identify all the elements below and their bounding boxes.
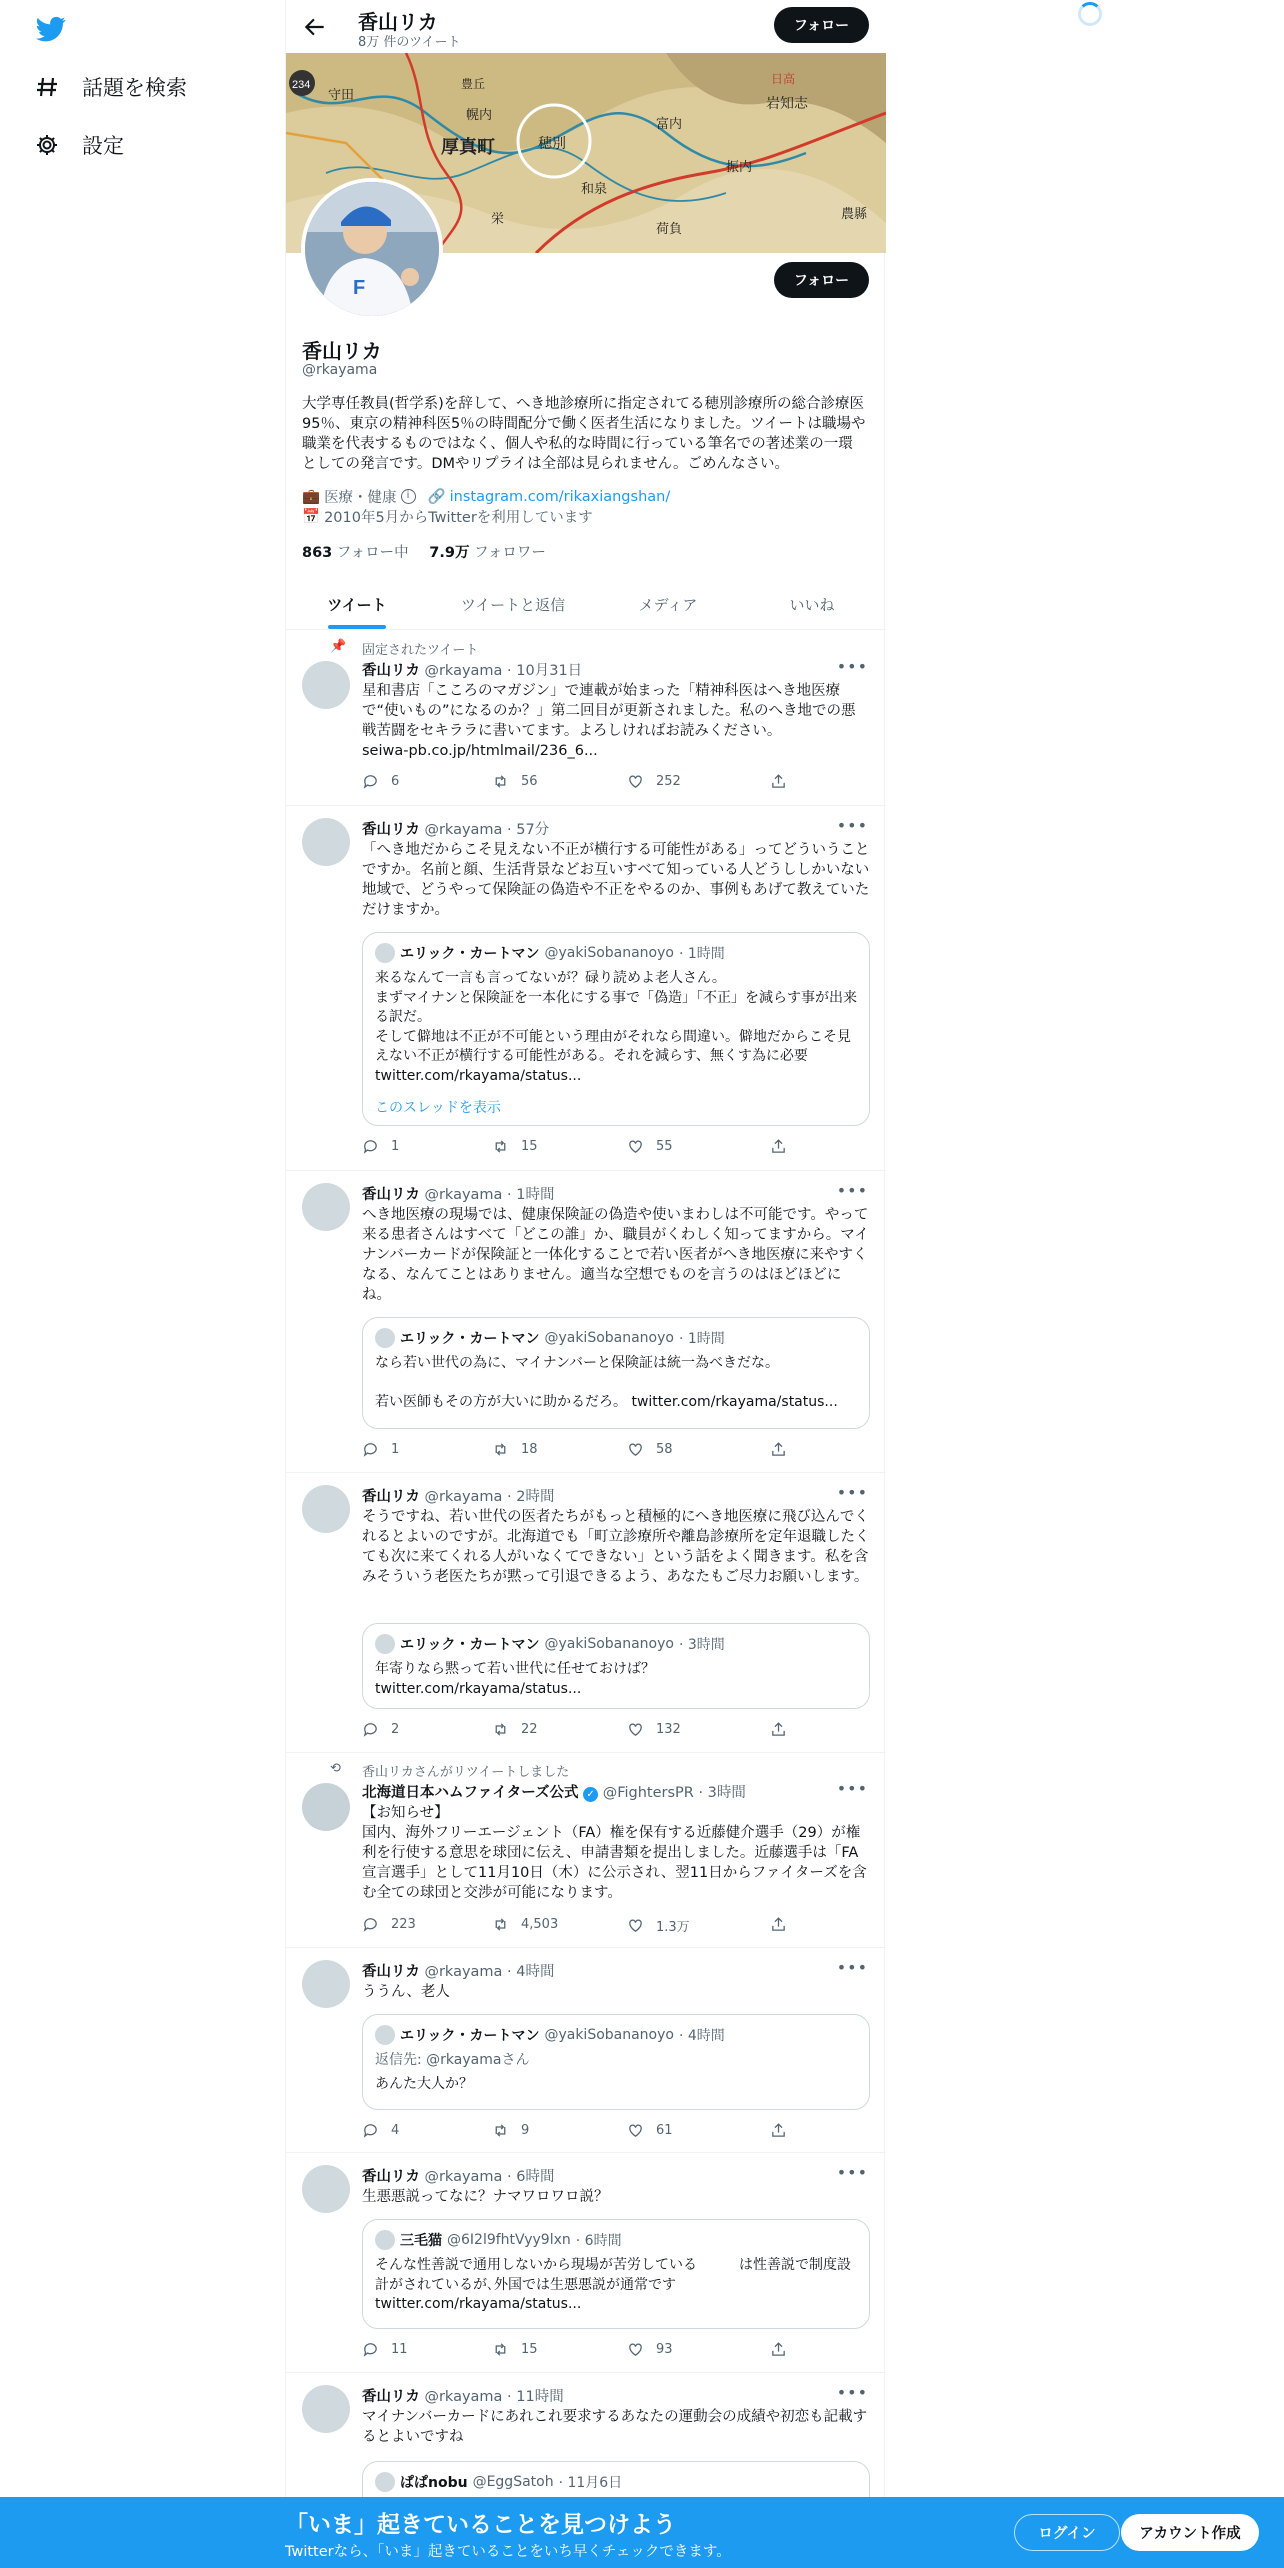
retweet-icon [492,773,509,790]
retweet-button[interactable]: 18 [492,1441,538,1458]
retweet-button[interactable]: 56 [492,773,538,790]
pin-icon: 📌 [330,639,347,654]
share-icon [770,1441,787,1458]
more-icon[interactable]: ••• [836,1779,868,1798]
author-name[interactable]: 香山リカ [362,2169,420,2185]
like-button[interactable]: 252 [627,773,681,790]
nav-settings[interactable] [34,130,124,160]
tweet-text: 生悪悪説ってなに？ナマワロワロ説？ [362,2189,609,2205]
author-name[interactable]: 北海道日本ハムファイターズ公式 [362,1785,579,1801]
share-button[interactable] [770,1138,787,1155]
reply-button[interactable]: 6 [362,773,399,790]
author-handle[interactable]: @rkayama [424,1187,503,1203]
author-handle[interactable]: @rkayama [424,1489,503,1505]
avatar[interactable] [302,818,350,866]
reply-icon [362,1721,379,1738]
heart-icon [627,2341,644,2358]
profile-follow-counts [302,541,546,562]
share-icon [770,1721,787,1738]
nav-explore[interactable] [34,72,187,102]
hashtag-icon [34,74,60,100]
tab-likes[interactable]: いいね [789,595,835,614]
like-button[interactable]: 55 [627,1138,673,1155]
more-icon[interactable]: ••• [836,1958,868,1977]
twitter-logo-icon[interactable] [34,14,68,44]
tab-media[interactable]: メディア [638,595,698,614]
tweet-time[interactable]: · 4時間 [507,1964,555,1980]
tweet-header [362,1183,555,1204]
avatar[interactable] [302,661,350,709]
retweet-icon [492,2122,509,2139]
login-prompt-title: 「いま」起きていることを見つけよう [285,2512,676,2538]
quote-reply-to: 返信先: @rkayamaさん [375,2052,530,2068]
avatar[interactable] [302,1485,350,1533]
more-icon[interactable]: ••• [836,2383,868,2402]
tab-active-indicator [328,625,386,629]
pinned-label: 固定されたツイート [362,643,479,658]
reply-icon [362,1916,379,1933]
reply-button[interactable]: 11 [362,2341,408,2358]
tweet-actions [362,1138,792,1158]
author-name[interactable]: 香山リカ [362,1489,420,1505]
share-button[interactable] [770,2341,787,2358]
profile-header [286,0,886,53]
info-icon[interactable]: i [401,489,416,504]
avatar[interactable] [302,1960,350,2008]
svg-text:和泉: 和泉 [581,181,608,196]
share-button[interactable] [770,1441,787,1458]
quote-header: エリック・カートマン @yakiSobananoyo · 1時間 [375,943,725,963]
tweet-actions [362,773,792,793]
tweet-header [362,1781,746,1802]
heart-icon [627,2122,644,2139]
tweet-time[interactable]: · 57分 [507,822,550,838]
heart-icon [627,1138,644,1155]
profile-joined: 2010年5月からTwitterを利用しています [324,510,593,526]
share-icon [770,773,787,790]
tab-tweets[interactable]: ツイート [327,595,387,614]
svg-text:234: 234 [292,79,311,91]
tweet[interactable] [286,1948,886,2153]
svg-text:厚真町: 厚真町 [441,137,495,157]
author-handle[interactable]: @rkayama [424,663,503,679]
retweet-icon [492,1916,509,1933]
quote-header: 三毛猫 @6I2l9fhtVyy9lxn · 6時間 [375,2230,622,2250]
author-name[interactable]: 香山リカ [362,822,420,838]
retweet-button[interactable]: 4,503 [492,1916,558,1933]
retweet-icon [492,1441,509,1458]
svg-text:荷負: 荷負 [656,221,683,236]
tweet[interactable] [286,1473,886,1753]
profile-bio: 大学専任教員(哲学系)を辞して、へき地診療所に指定されてる穂別診療所の総合診療医95％、東京の精神科医5％の時間配分で働く医者生活になりました。ツイートは職場や職業を代表するものではなく、個人や私的な時間に行っている筆名での著述業の一環としての発言です。DMやリプライは全部は見られません。ごめんなさい。 [302,396,866,472]
link-icon: 🔗 [427,489,446,505]
author-handle[interactable]: @rkayama [424,2169,503,2185]
like-button[interactable]: 93 [627,2341,673,2358]
tweet-header [362,1960,555,1981]
quote-header: エリック・カートマン @yakiSobananoyo · 4時間 [375,2025,725,2045]
tweet[interactable] [286,631,886,806]
avatar [375,2472,395,2492]
login-prompt-subtitle: Twitterなら、「いま」起きていることをいち早くチェックできます。 [285,2544,731,2560]
tweet-text: そうですね、若い世代の医者たちがもっと積極的にへき地医療に飛び込んでくれるとよいのですが。北海道でも「町立診療所や離島診療所を定年退職したくても次に来てくれる人がいなくてできない」という話をよく聞きます。私を含みそういう老医たちが黙って引退できるよう、あなたもご尽力お願いします。 [362,1509,870,1585]
quote-text: 来るなんて一言も言ってないが？碌り読めよ老人さん。 まずマイナンと保険証を一本化にする事で「偽造」「不正」を減らす事が出来る訳だ。 そして僻地は不正が不可能という理由がそれなら間違い。僻地だからこそ見えない不正が横行する可能性がある。それを減らす、無くす為に必要 twitter.com/rkayama/status... [375,970,858,1084]
briefcase-icon: 💼 [302,489,321,505]
heart-icon [627,1441,644,1458]
retweet-button[interactable]: 15 [492,2341,538,2358]
signup-button[interactable]: アカウント作成 [1121,2514,1259,2551]
login-button[interactable]: ログイン [1014,2514,1120,2551]
more-icon[interactable]: ••• [836,657,868,676]
loading-spinner [1078,2,1102,26]
share-icon [770,1138,787,1155]
quoted-tweet[interactable] [362,932,870,1126]
retweeted-label: 香山リカさんがリツイートしました [362,1765,570,1780]
share-icon [770,1916,787,1933]
quoted-tweet[interactable] [362,1623,870,1709]
tweet-link[interactable]: seiwa-pb.co.jp/htmlmail/236_6... [362,743,598,759]
heart-icon [627,773,644,790]
svg-text:守田: 守田 [328,87,355,102]
profile-handle: @rkayama [302,362,378,378]
tweet-time[interactable]: · 1時間 [507,1187,555,1203]
followers-link[interactable]: 7.9万 フォロワー [429,545,546,561]
heart-icon [627,1721,644,1738]
profile-name: 香山リカ [302,339,382,363]
share-button[interactable] [770,773,787,790]
tweet[interactable] [286,2153,886,2373]
tweet-text: へき地医療の現場では、健康保険証の偽造や使いまわしは不可能です。やって来る患者さんはすべて「どこの誰」か、職員がくわしく知ってますから。マイナンバーカードが保険証と一体化することで若い医者がへき地医療に来やすくなる、なんてことはありません。適当な空想でものを言うのはほどほどにね。 [362,1207,869,1303]
reply-button[interactable]: 1 [362,1138,399,1155]
tab-tweets-and-replies[interactable]: ツイートと返信 [460,595,566,614]
avatar [375,2230,395,2250]
nav-explore-label: 話題を検索 [82,76,187,100]
avatar [375,1328,395,1348]
quote-text: あんた大人か？ [375,2076,473,2092]
retweet-icon [492,2341,509,2358]
profile-tabs [286,578,886,630]
reply-icon [362,1441,379,1458]
svg-text:栄: 栄 [491,211,505,226]
retweet-button[interactable]: 9 [492,2122,529,2139]
tweet[interactable] [286,806,886,1171]
svg-text:農縣: 農縣 [841,206,868,221]
quote-header: ぱぱnobu @EggSatoh · 11月6日 [375,2472,622,2492]
tweet-text: マイナンバーカードにあれこれ要求するあなたの運動会の成績や初恋も記載するとよいですね [362,2409,868,2445]
author-handle[interactable]: @rkayama [424,1964,503,1980]
main-column [285,0,885,2568]
quote-header: エリック・カートマン @yakiSobananoyo · 1時間 [375,1328,725,1348]
author-name[interactable]: 香山リカ [362,663,420,679]
author-name[interactable]: 香山リカ [362,1187,420,1203]
reply-button[interactable]: 223 [362,1916,416,1933]
avatar[interactable] [302,2165,350,2213]
profile-follow-button[interactable]: フォロー [774,262,869,298]
svg-text:穂別: 穂別 [538,135,566,151]
quoted-tweet[interactable] [362,1317,870,1429]
retweet-button[interactable]: 22 [492,1721,538,1738]
more-icon[interactable]: ••• [836,816,868,835]
more-icon[interactable]: ••• [836,2163,868,2182]
tweet-text: ううん、老人 [362,1984,450,2000]
tweet-actions [362,1721,792,1741]
tweet-time[interactable]: · 10月31日 [507,663,583,679]
share-icon [770,2341,787,2358]
author-handle[interactable]: @FightersPR [602,1785,694,1801]
tweet[interactable] [286,1753,886,1948]
reply-icon [362,1138,379,1155]
calendar-icon: 📅 [302,509,321,525]
author-handle[interactable]: @rkayama [424,2389,503,2405]
svg-text:豊丘: 豊丘 [461,77,486,91]
tweet-time[interactable]: · 6時間 [507,2169,555,2185]
tweet-actions [362,2122,792,2142]
tweet-time[interactable]: · 11時間 [507,2389,564,2405]
avatar [375,1634,395,1654]
back-arrow-icon[interactable] [302,14,328,40]
svg-text:日高: 日高 [771,72,796,86]
quote-text: なら若い世代の為に、マイナンバーと保険証は統一為べきだな。 若い医師もその方が大いに助かるだろ。 twitter.com/rkayama/status... [375,1355,838,1410]
reply-button[interactable]: 4 [362,2122,399,2139]
more-icon[interactable]: ••• [836,1181,868,1200]
tweet-text: 「へき地だからこそ見えない不正が横行する可能性がある」ってどういうことですか。名前と顔、生活背景などお互いすべて知っている人どうししかいない地域で、どうやって保険証の偽造や不正をやるのか、事例もあげて教えていただけますか。 [362,842,870,918]
like-button[interactable]: 132 [627,1721,681,1738]
author-name[interactable]: 香山リカ [362,1964,420,1980]
profile-avatar[interactable] [301,178,443,320]
share-button[interactable] [770,1916,787,1933]
retweet-icon [492,1138,509,1155]
retweet-icon: ⟲ [330,1761,341,1776]
profile-meta-row [302,486,670,507]
header-follow-button[interactable]: フォロー [774,7,869,43]
reply-icon [362,2341,379,2358]
tweet-actions [362,1916,792,1936]
reply-icon [362,2122,379,2139]
retweet-icon [492,1721,509,1738]
author-handle[interactable]: @rkayama [424,822,503,838]
tweet-header [362,659,582,680]
author-name[interactable]: 香山リカ [362,2389,420,2405]
like-button[interactable]: 1.3万 [627,1916,690,1935]
like-button[interactable]: 58 [627,1441,673,1458]
tweet-header [362,2165,555,2186]
quote-text: 年寄りなら黙って若い世代に任せておけば？ twitter.com/rkayama/status... [375,1661,655,1697]
share-button[interactable] [770,1721,787,1738]
tweet-time[interactable]: · 3時間 [698,1785,746,1801]
more-icon[interactable]: ••• [836,1483,868,1502]
tweet-header [362,1485,555,1506]
quote-header: エリック・カートマン @yakiSobananoyo · 3時間 [375,1634,725,1654]
tweet-time[interactable]: · 2時間 [507,1489,555,1505]
svg-text:富内: 富内 [656,116,683,131]
gear-icon [34,132,60,158]
tweet-header [362,2385,564,2406]
tweet-actions [362,1441,792,1461]
retweet-button[interactable]: 15 [492,1138,538,1155]
tweet-header [362,818,549,839]
share-icon [770,2122,787,2139]
tweet-actions [362,2341,792,2361]
profile-joined-row [302,506,593,527]
svg-text:振内: 振内 [726,159,753,174]
avatar[interactable] [302,1183,350,1231]
nav-settings-label: 設定 [82,134,124,158]
profile-category: 医療・健康 [324,490,397,506]
reply-button[interactable]: 2 [362,1721,399,1738]
verified-icon: ✓ [583,1787,598,1802]
avatar [375,943,395,963]
login-prompt-bar [0,2497,1284,2568]
svg-text:岩知志: 岩知志 [766,95,808,111]
following-link[interactable]: 863 フォロー中 [302,545,409,561]
tweet-text: 【お知らせ】 国内、海外フリーエージェント（FA）権を保有する近藤健介選手（29）が権利を行使する意思を球団に伝え、申請書類を提出しました。近藤選手は「FA宣言選手」として11月10日（木）に公示され、翌11日からファイターズを含む全ての球団と交渉が可能になります。 [362,1805,867,1901]
header-name: 香山リカ [358,10,438,34]
reply-button[interactable]: 1 [362,1441,399,1458]
quoted-tweet[interactable] [362,2219,870,2329]
heart-icon [627,1917,644,1934]
quote-text: そんな性善説で通用しないから現場が苦労している は性善説で制度設計がされているが､外国では生悪悪説が通常です twitter.com/rkayama/status... [375,2257,851,2312]
svg-text:幌内: 幌内 [466,107,493,122]
avatar [375,2025,395,2045]
reply-icon [362,773,379,790]
tweet[interactable] [286,1171,886,1473]
avatar[interactable] [302,1783,350,1831]
tweet-text: 星和書店「こころのマガジン」で連載が始まった「精神科医はへき地医療で“使いもの”になるのか？」第二回目が更新されました。私のへき地での悪戦苦闘をセキララに書いてます。よろしければお読みください。 [362,683,856,739]
svg-text:F: F [353,277,366,299]
share-button[interactable] [770,2122,787,2139]
quoted-tweet[interactable] [362,2014,870,2110]
profile-website-link[interactable]: instagram.com/rikaxiangshan/ [449,488,671,505]
show-thread-link[interactable]: このスレッドを表示 [375,1100,501,1116]
avatar[interactable] [302,2385,350,2433]
like-button[interactable]: 61 [627,2122,673,2139]
header-tweet-count: 8万 件のツイート [358,35,461,50]
